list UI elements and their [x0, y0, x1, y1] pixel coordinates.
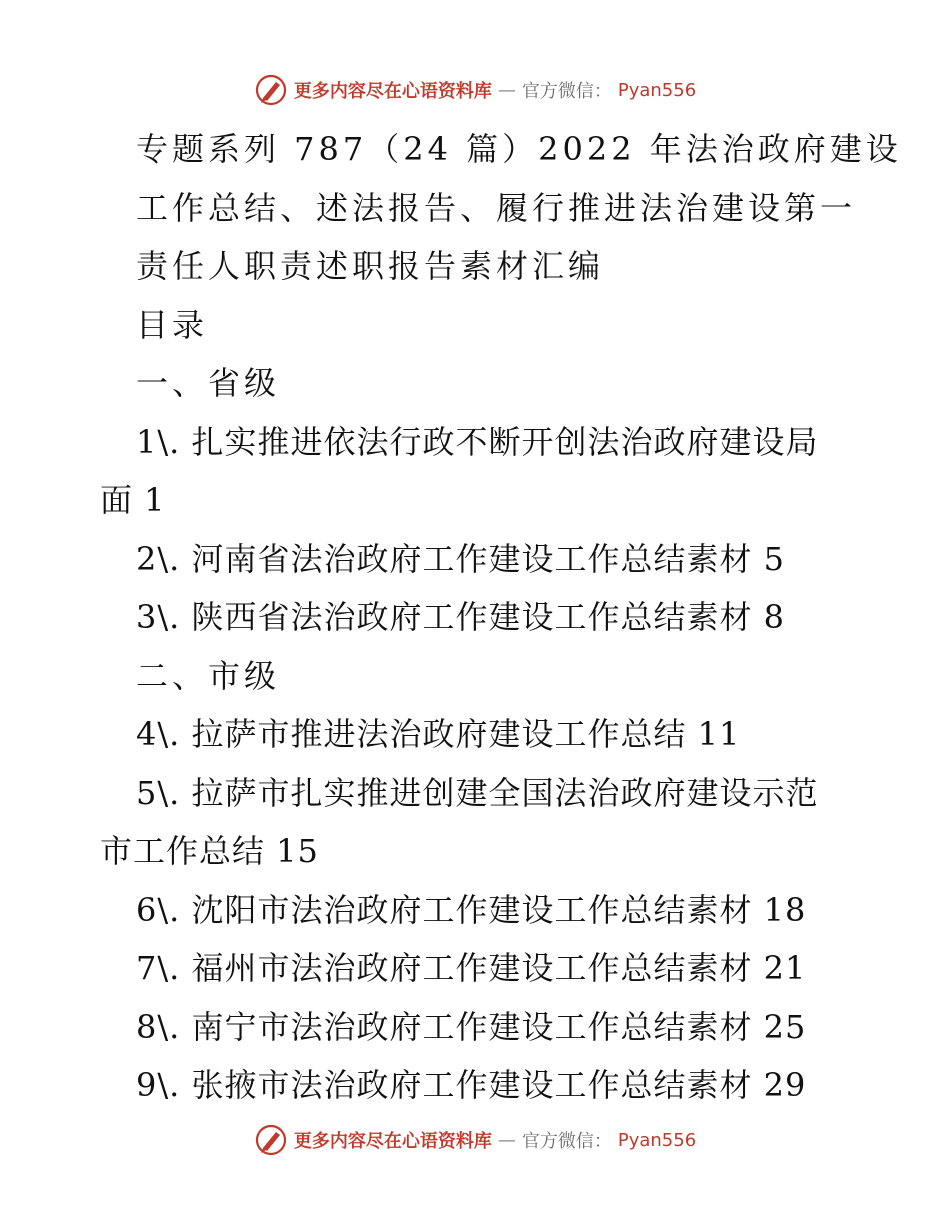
toc-item-7: 7\. 福州市法治政府工作建设工作总结素材 21	[136, 949, 807, 987]
toc-item-9: 9\. 张掖市法治政府工作建设工作总结素材 29	[136, 1066, 807, 1104]
watermark-dash: —	[497, 1129, 516, 1151]
toc-item-1-continued: 面 1	[100, 481, 166, 519]
document-body	[100, 120, 902, 1115]
document-title-line-1: 专题系列 787（24 篇）2022 年法治政府建设	[136, 130, 902, 168]
document-title-line-3: 责任人职责述职报告素材汇编	[136, 247, 605, 285]
watermark-site-text: 更多内容尽在心语资料库	[293, 1131, 492, 1152]
document-title-line-2: 工作总结、述法报告、履行推进法治建设第一	[136, 188, 857, 227]
toc-item-6: 6\. 沈阳市法治政府工作建设工作总结素材 18	[136, 890, 807, 929]
footer-watermark	[0, 1120, 950, 1160]
pen-seal-logo-icon	[254, 1123, 288, 1157]
toc-section-municipal: 二、市级	[136, 656, 281, 695]
watermark-wechat-label: 官方微信：	[521, 81, 612, 102]
toc-item-5-continued: 市工作总结 15	[100, 832, 319, 870]
toc-section-provincial: 一、省级	[136, 364, 281, 402]
watermark-wechat-id: Pyan556	[617, 79, 697, 101]
toc-item-2: 2\. 河南省法治政府工作建设工作总结素材 5	[136, 539, 786, 578]
watermark-wechat-id: Pyan556	[617, 1129, 697, 1151]
toc-item-3: 3\. 陕西省法治政府工作建设工作总结素材 8	[136, 598, 786, 636]
toc-heading: 目录	[136, 305, 209, 344]
toc-item-1: 1\. 扎实推进依法行政不断开创法治政府建设局	[136, 422, 819, 461]
watermark-wechat-label: 官方微信：	[521, 1131, 612, 1152]
header-watermark	[0, 70, 950, 110]
watermark-site-text: 更多内容尽在心语资料库	[293, 81, 492, 102]
watermark-dash: —	[497, 79, 516, 101]
toc-item-8: 8\. 南宁市法治政府工作建设工作总结素材 25	[136, 1007, 807, 1046]
toc-item-4: 4\. 拉萨市推进法治政府建设工作总结 11	[136, 715, 741, 753]
toc-item-5: 5\. 拉萨市扎实推进创建全国法治政府建设示范	[136, 773, 819, 812]
pen-seal-logo-icon	[254, 73, 288, 107]
